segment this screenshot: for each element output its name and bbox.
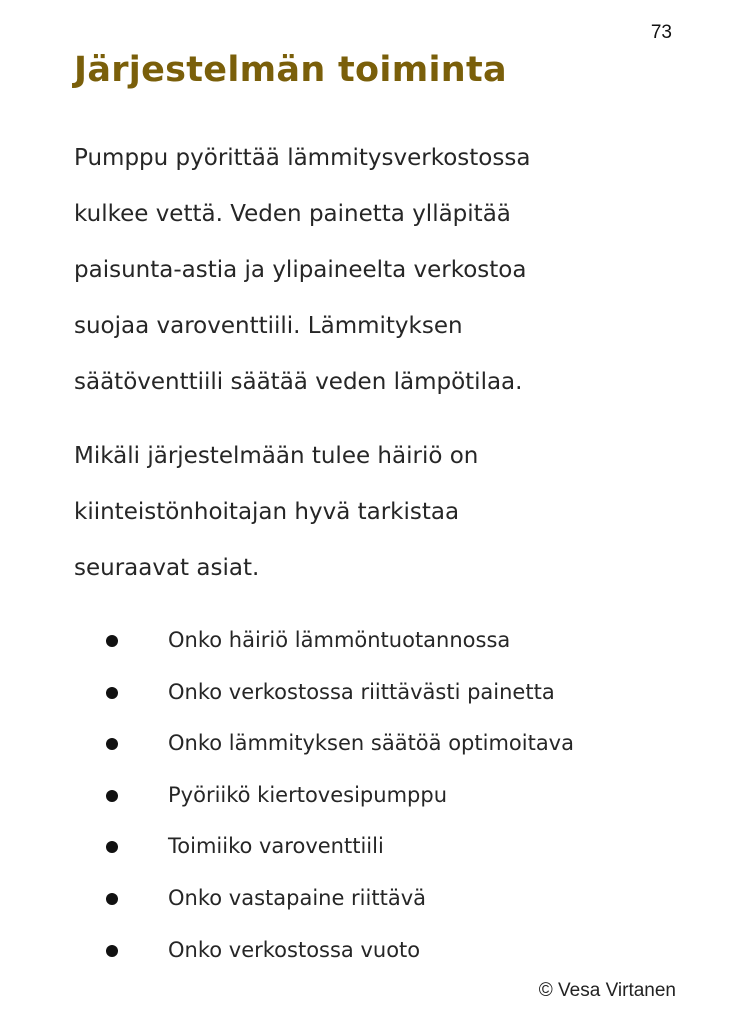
list-item <box>0 770 738 822</box>
list-item-text: Onko häiriö lämmöntuotannossa <box>168 628 511 652</box>
troubleshooting-paragraph <box>74 428 684 596</box>
page-title: Järjestelmän toiminta <box>74 50 507 90</box>
copyright-notice: © Vesa Virtanen <box>538 980 676 1001</box>
paragraph-line: seuraavat asiat. <box>74 555 260 581</box>
paragraph-line: Pumppu pyörittää lämmitysverkostossa <box>74 145 531 171</box>
list-item-text: Pyöriikö kiertovesipumppu <box>168 782 447 807</box>
bullet-icon <box>106 945 118 957</box>
list-item <box>0 667 738 719</box>
bullet-icon <box>106 635 118 647</box>
bullet-icon <box>106 687 118 699</box>
paragraph-line: kulkee vettä. Veden painetta ylläpitää <box>74 201 511 227</box>
list-item <box>0 873 738 925</box>
list-item-text: Onko verkostossa vuoto <box>168 937 421 962</box>
bullet-icon <box>106 893 118 905</box>
list-item-text: Onko verkostossa riittävästi painetta <box>168 679 555 704</box>
bullet-icon <box>106 790 118 802</box>
intro-paragraph <box>74 130 684 410</box>
paragraph-line: Mikäli järjestelmään tulee häiriö on <box>74 443 479 469</box>
page-number: 73 <box>650 22 672 43</box>
bullet-icon <box>106 841 118 853</box>
checklist <box>0 615 738 976</box>
paragraph-line: paisunta-astia ja ylipaineelta verkostoa <box>74 257 527 283</box>
list-item-text: Onko lämmityksen säätöä optimoitava <box>168 731 574 756</box>
paragraph-line: suojaa varoventtiili. Lämmityksen <box>74 313 463 339</box>
paragraph-line: säätöventtiili säätää veden lämpötilaa. <box>74 369 523 395</box>
bullet-icon <box>106 738 118 750</box>
list-item-text: Onko vastapaine riittävä <box>168 885 426 910</box>
list-item <box>0 615 738 667</box>
list-item <box>0 925 738 977</box>
paragraph-line: kiinteistönhoitajan hyvä tarkistaa <box>74 499 460 525</box>
list-item-text: Toimiiko varoventtiili <box>168 834 384 859</box>
list-item <box>0 718 738 770</box>
list-item <box>0 821 738 873</box>
